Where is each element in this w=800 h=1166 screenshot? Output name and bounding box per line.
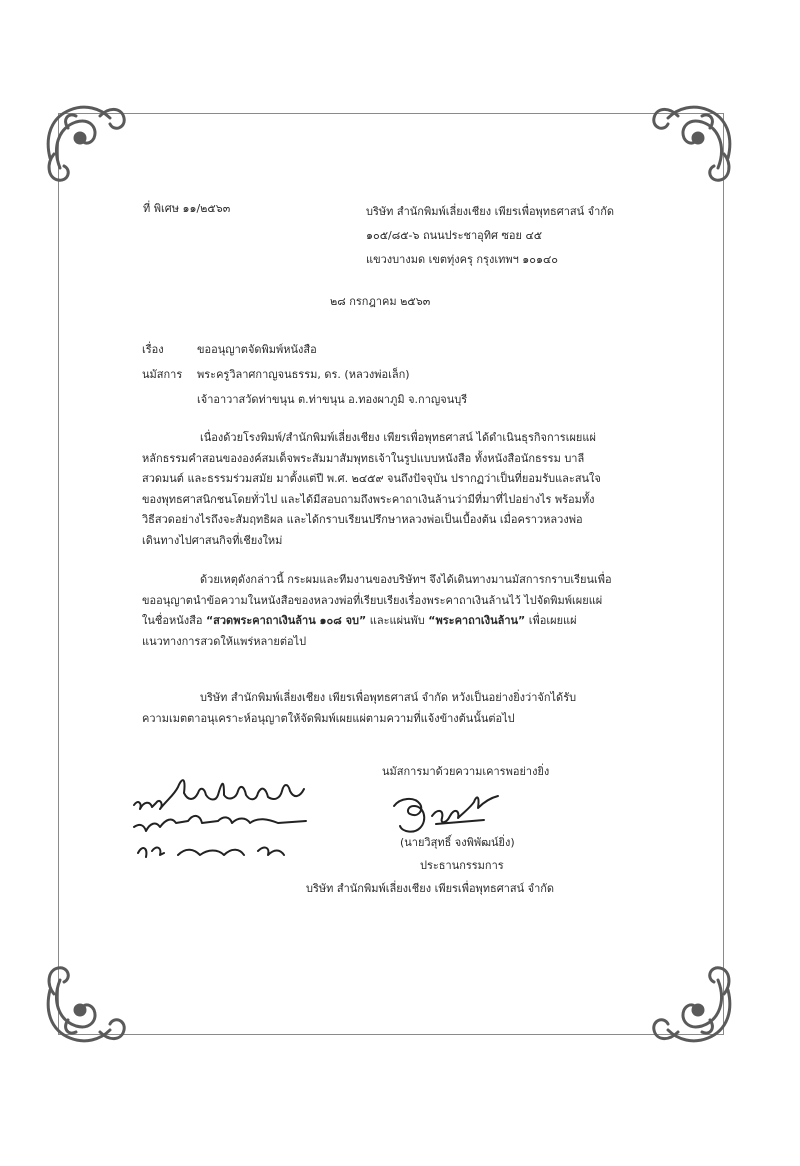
paragraph-line: ความเมตตาอนุเคราะห์อนุญาตให้จัดพิมพ์เผยแผ่ตามความที่แจ้งข้างต้นนั้นต่อไป [142,711,515,725]
paragraph-line: ขออนุญาตนำข้อความในหนังสือของหลวงพ่อที่เรียบเรียงเรื่องพระคาถาเงินล้านไว้ ไปจัดพิมพ์เผยแผ่ [142,593,603,607]
paragraph-line: ของพุทธศาสนิกชนโดยทั่วไป และได้มีสอบถามถึงพระคาถาเงินล้านว่ามีที่มาที่ไปอย่างไร พร้อมทั้ง [142,492,595,506]
company-name: บริษัท สำนักพิมพ์เลี่ยงเชียง เพียรเพื่อพุทธศาสน์ จำกัด [366,205,615,218]
company-district: แขวงบางมด เขตทุ่งครุ กรุงเทพฯ ๑๐๑๔๐ [366,253,558,266]
paragraph-line: แนวทางการสวดให้แพร่หลายต่อไป [142,634,307,648]
handwritten-approval-note [128,765,318,877]
subject-text: ขออนุญาตจัดพิมพ์หนังสือ [197,343,317,356]
paragraph-line: สวดมนต์ และธรรมร่วมสมัย มาตั้งแต่ปี พ.ศ. ๒๔๕๙ จนถึงปัจจุบัน ปรากฏว่าเป็นที่ยอมรับและสนใจ [142,472,601,485]
titles-middle: และแผ่นพับ [369,614,425,627]
signer-name: (นายวิสุทธิ์ จงพิพัฒน์ยิ่ง) [400,836,515,849]
body-paragraph-3 [142,688,638,729]
signature-image [380,786,520,838]
paragraph-line: เนื่องด้วยโรงพิมพ์/สำนักพิมพ์เลี่ยงเชียง เพียรเพื่อพุทธศาสน์ ได้ดำเนินธุรกิจการเผยแผ่ [200,431,596,444]
recipient-name: พระครูวิลาศกาญจนธรรม, ดร. (หลวงพ่อเล็ก) [197,368,410,381]
company-address [366,200,614,272]
subject-label: เรื่อง [142,343,164,356]
signer-title: ประธานกรรมการ [420,859,504,872]
paragraph-line-titles [142,611,638,632]
letter-date: ๒๘ กรกฎาคม ๒๕๖๓ [330,295,431,308]
body-paragraph-1 [142,428,638,551]
paragraph-line: บริษัท สำนักพิมพ์เลี่ยงเชียง เพียรเพื่อพุทธศาสน์ จำกัด หวังเป็นอย่างยิ่งว่าจักได้รับ [200,691,577,704]
corner-ornament-icon [646,98,738,190]
company-street: ๑๐๕/๘๕-๖ ถนนประชาอุทิศ ซอย ๔๕ [366,229,543,242]
corner-ornament-icon [646,958,738,1050]
signer-company: บริษัท สำนักพิมพ์เลี่ยงเชียง เพียรเพื่อพุทธศาสน์ จำกัด [306,882,555,895]
reference-number: ที่ พิเศษ ๑๑/๒๕๖๓ [143,202,231,215]
recipient-position: เจ้าอาวาสวัดท่าขนุน ต.ท่าขนุน อ.ทองผาภูมิ จ.กาญจนบุรี [197,393,468,406]
recipient-label: นมัสการ [142,368,183,381]
corner-ornament-icon [40,98,132,190]
paragraph-line: หลักธรรมคำสอนขององค์สมเด็จพระสัมมาสัมพุทธเจ้าในรูปแบบหนังสือ ทั้งหนังสือนักธรรม บาลี [142,451,585,465]
paragraph-line: ด้วยเหตุดังกล่าวนี้ กระผมและทีมงานของบริษัทฯ จึงได้เดินทางมานมัสการกราบเรียนเพื่อ [200,573,612,586]
book-title: “สวดพระคาถาเงินล้าน ๑๐๘ จบ” [205,614,367,627]
paragraph-line: เดินทางไปศาสนกิจที่เชียงใหม่ [142,533,283,547]
titles-prefix: ในชื่อหนังสือ [142,614,203,627]
corner-ornament-icon [40,958,132,1050]
closing-salutation: นมัสการมาด้วยความเคารพอย่างยิ่ง [382,765,550,778]
pamphlet-title: “พระคาถาเงินล้าน” [428,614,526,627]
body-paragraph-2 [142,570,638,652]
paragraph-line: วิธีสวดอย่างไรถึงจะสัมฤทธิผล และได้กราบเรียนปรึกษาหลวงพ่อเป็นเบื้องต้น เมื่อคราวหลวงพ่อ [142,513,583,526]
titles-suffix: เพื่อเผยแผ่ [528,614,577,627]
